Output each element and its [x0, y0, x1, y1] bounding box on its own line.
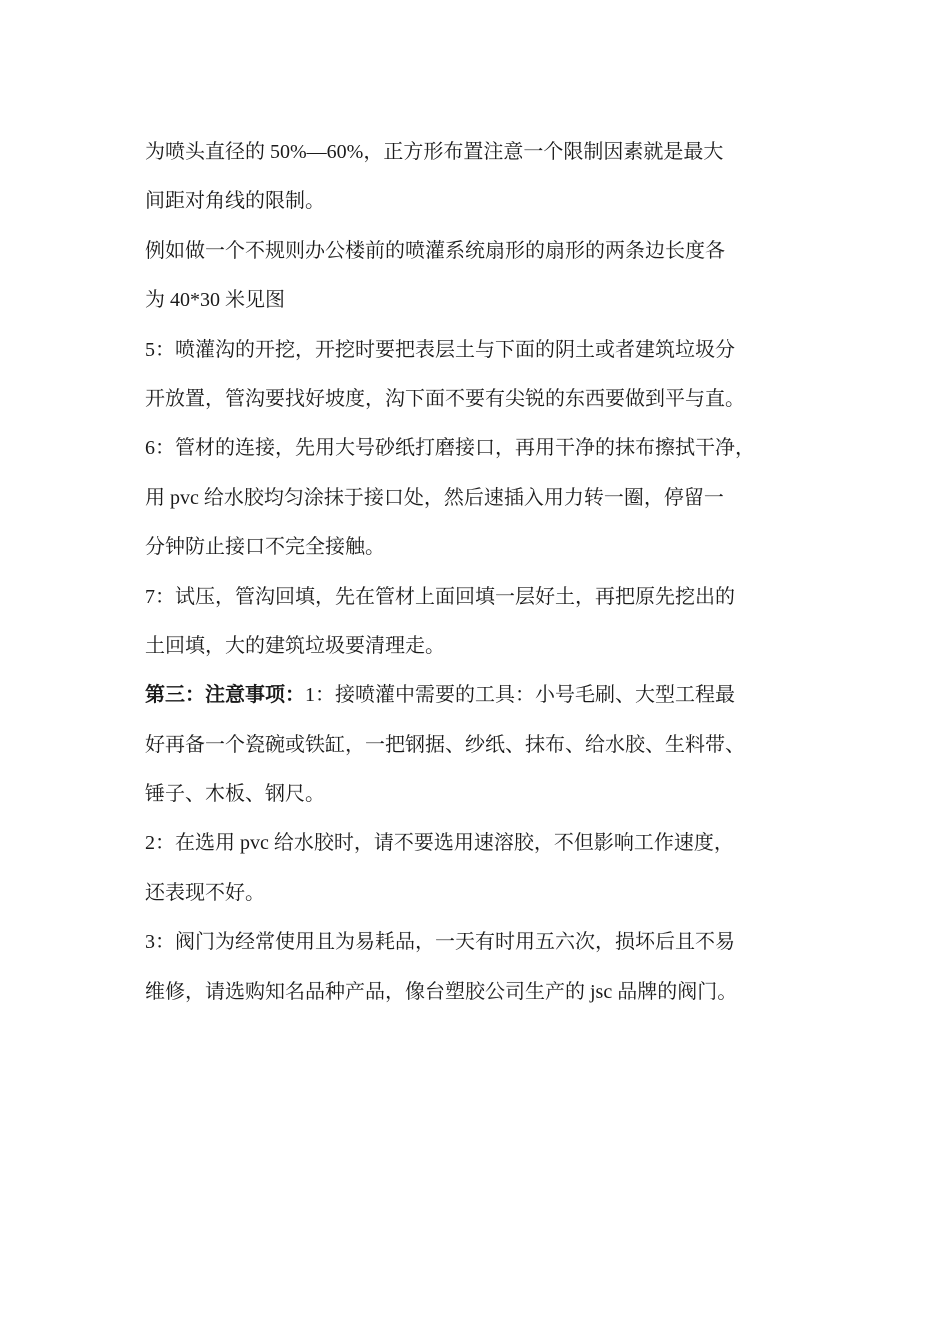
text-line: 为喷头直径的 50%—60%，正方形布置注意一个限制因素就是最大: [145, 141, 724, 163]
notes-first-line-text: 1：接喷灌中需要的工具：小号毛刷、大型工程最: [305, 684, 735, 707]
text-line: 土回填，大的建筑垃圾要清理走。: [145, 634, 445, 657]
document-body: [145, 128, 835, 1017]
text-line: 好再备一个瓷碗或铁缸，一把钢据、纱纸、抹布、给水胶、生料带、: [145, 733, 745, 756]
text-line: 维修，请选购知名品种产品，像台塑胶公司生产的 jsc 品牌的阀门。: [145, 980, 738, 1003]
notes-heading: 第三：注意事项：: [145, 684, 305, 707]
text-line: 7：试压，管沟回填，先在管材上面回填一层好土，再把原先挖出的: [145, 585, 735, 608]
text-line: 还表现不好。: [145, 881, 265, 904]
text-line: 锤子、木板、钢尺。: [145, 783, 325, 806]
notes-first-line: [145, 671, 835, 720]
text-line: 分钟防止接口不完全接触。: [145, 536, 385, 559]
text-line: 例如做一个不规则办公楼前的喷灌系统扇形的扇形的两条边长度各: [145, 239, 725, 262]
text-line: 间距对角线的限制。: [145, 190, 325, 213]
text-line: 开放置，管沟要找好坡度，沟下面不要有尖锐的东西要做到平与直。: [145, 387, 745, 410]
text-line: 3：阀门为经常使用且为易耗品，一天有时用五六次，损坏后且不易: [145, 931, 735, 954]
text-line: 2：在选用 pvc 给水胶时，请不要选用速溶胶，不但影响工作速度，: [145, 832, 734, 855]
text-line: 用 pvc 给水胶均匀涂抹于接口处，然后速插入用力转一圈，停留一: [145, 486, 724, 509]
text-line: 6：管材的连接，先用大号砂纸打磨接口，再用干净的抹布擦拭干净，: [145, 437, 755, 460]
text-line: 5：喷灌沟的开挖，开挖时要把表层土与下面的阴土或者建筑垃圾分: [145, 338, 735, 361]
text-line: 为 40*30 米见图: [145, 289, 285, 312]
